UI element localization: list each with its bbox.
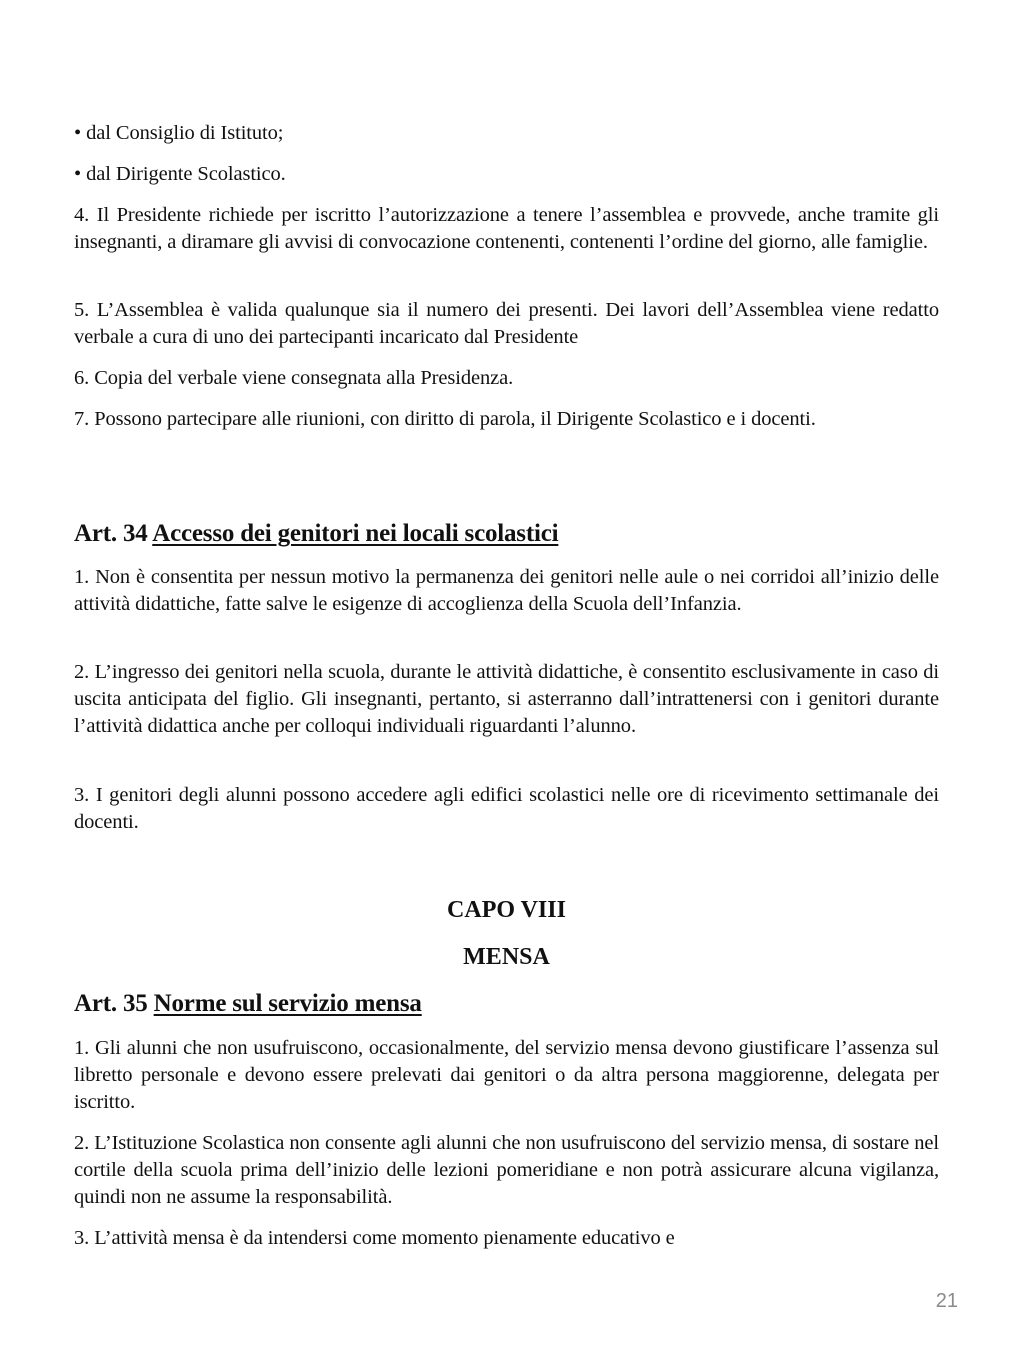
paragraph: 1. Non è consentita per nessun motivo la permanenza dei genitori nelle aule o nei corridoi all’inizio delle attività didattiche, fatte salve le esigenze di accoglienza della Scuola dell’Infanzia. [74,566,939,615]
paragraph: 2. L’Istituzione Scolastica non consente agli alunni che non usufruiscono del servizio mensa, di sostare nel cortile della scuola prima dell’inizio delle lezioni pomeridiane e non potrà assicurare alcuna vigilanza, quindi non ne assume la responsabilità. [74,1132,939,1208]
paragraph: 2. L’ingresso dei genitori nella scuola, durante le attività didattiche, è consentito esclusivamente in caso di uscita anticipata del figlio. Gli insegnanti, pertanto, si asterranno dall’intrattenersi con i genitori durante l’attività didattica anche per colloqui individuali riguardanti l’alunno. [74,661,939,737]
article-title: Accesso dei genitori nei locali scolastici [152,520,559,547]
article-heading [74,989,422,1019]
chapter-label: CAPO VIII [447,897,566,923]
article-number: Art. 35 [74,990,148,1017]
paragraph: 7. Possono partecipare alle riunioni, con diritto di parola, il Dirigente Scolastico e i docenti. [74,408,816,430]
paragraph: 1. Gli alunni che non usufruiscono, occasionalmente, del servizio mensa devono giustificare l’assenza sul libretto personale e devono essere prelevati dai genitori o da altra persona maggiorenne, delegata per iscritto. [74,1037,939,1113]
paragraph: 3. I genitori degli alunni possono accedere agli edifici scolastici nelle ore di ricevimento settimanale dei docenti. [74,784,939,833]
article-title: Norme sul servizio mensa [153,990,422,1017]
list-item: • dal Dirigente Scolastico. [74,163,286,185]
paragraph: 6. Copia del verbale viene consegnata alla Presidenza. [74,367,514,389]
article-number: Art. 34 [74,520,148,547]
paragraph: 5. L’Assemblea è valida qualunque sia il numero dei presenti. Dei lavori dell’Assemblea viene redatto verbale a cura di uno dei partecipanti incaricato dal Presidente [74,299,939,348]
article-heading [74,519,558,549]
page-number: 21 [935,1290,958,1312]
paragraph: 3. L’attività mensa è da intendersi come momento pienamente educativo e [74,1227,675,1249]
chapter-title: MENSA [463,944,550,970]
list-item: • dal Consiglio di Istituto; [74,122,284,144]
paragraph: 4. Il Presidente richiede per iscritto l’autorizzazione a tenere l’assemblea e provvede, anche tramite gli insegnanti, a diramare gli avvisi di convocazione contenenti, contenenti l’ordine del giorno, alle famiglie. [74,204,939,253]
